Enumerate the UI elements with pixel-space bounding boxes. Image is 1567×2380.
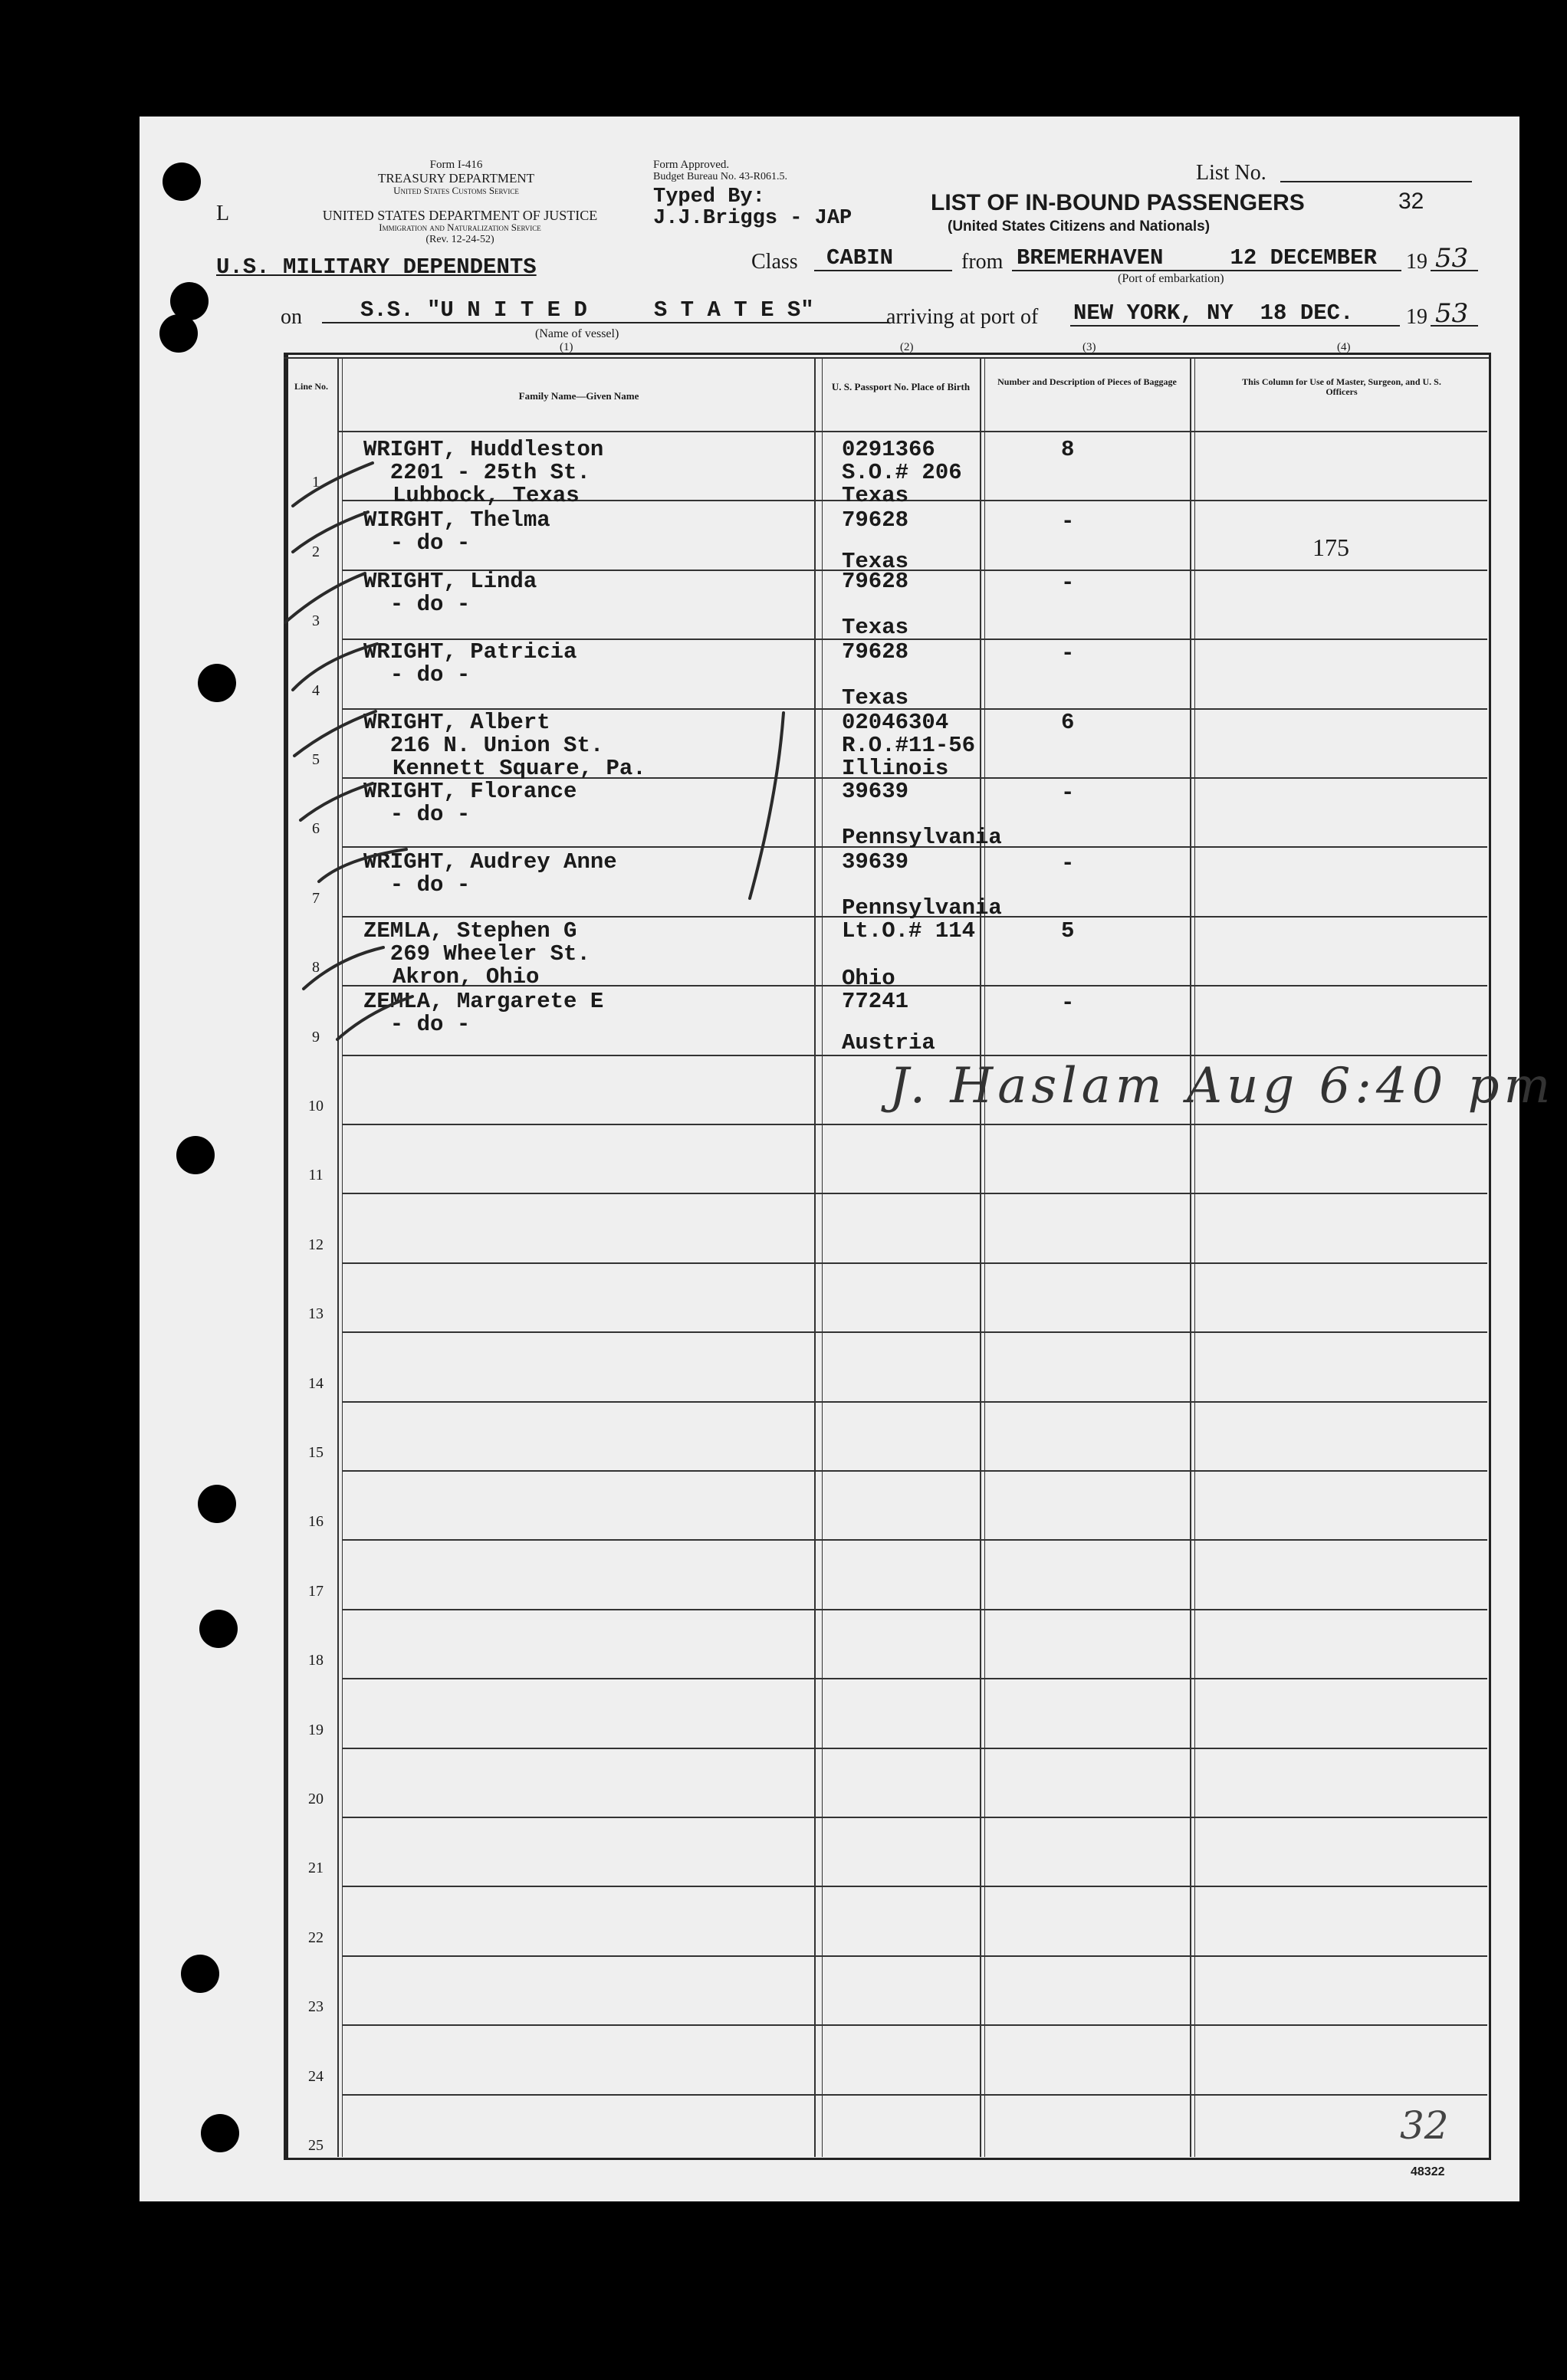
year-suffix: 53 — [1435, 243, 1469, 274]
baggage-count: 8 — [1061, 437, 1075, 462]
handwritten-signature: J. Haslam Aug 6:40 pm — [889, 1058, 1556, 1114]
year-prefix: 19 — [1406, 305, 1427, 329]
line-number: 15 — [308, 1444, 324, 1461]
line-number: 9 — [312, 1029, 320, 1046]
place-of-birth: Texas — [842, 549, 909, 574]
passport-number: 39639 — [842, 849, 909, 875]
form-title: LIST OF IN-BOUND PASSENGERS — [931, 190, 1305, 215]
passenger-name: WRIGHT, Linda — [363, 569, 537, 594]
check-mark — [304, 947, 383, 989]
passenger-name: WIRGHT, Thelma — [363, 507, 550, 533]
place-of-birth: Texas — [842, 615, 909, 640]
passport-number: 79628 — [842, 507, 909, 533]
year-prefix: 19 — [1406, 250, 1427, 274]
place-of-birth: Austria — [842, 1030, 935, 1055]
passport-number: 39639 — [842, 779, 909, 804]
passport-office: R.O.#11-56 — [842, 733, 976, 758]
vessel-name: S.S. "U N I T E D S T A T E S" — [360, 297, 814, 323]
place-of-birth: Texas — [842, 483, 909, 508]
baggage-count: 5 — [1061, 918, 1075, 944]
check-mark — [293, 463, 373, 506]
passenger-address: Lubbock, Texas — [393, 483, 580, 508]
year-suffix: 53 — [1435, 298, 1469, 329]
line-number: 22 — [308, 1929, 324, 1946]
line-number: 21 — [308, 1860, 324, 1876]
line-number: 12 — [308, 1236, 324, 1253]
place-of-birth: Pennsylvania — [842, 895, 1002, 921]
passenger-address: - do - — [363, 802, 471, 827]
passenger-name: ZEMLA, Margarete E — [363, 989, 604, 1014]
col-header-baggage: Number and Description of Pieces of Baggage — [997, 376, 1177, 387]
passenger-address: 2201 - 25th St. — [363, 460, 590, 485]
check-mark — [301, 783, 373, 820]
passport-office: S.O.# 206 — [842, 460, 962, 485]
check-mark — [293, 644, 377, 690]
passenger-name: WRIGHT, Albert — [363, 710, 550, 735]
passenger-address: - do - — [363, 530, 471, 556]
line-number: 17 — [308, 1583, 324, 1600]
from-label: from — [961, 250, 1004, 274]
approval-label: Form Approved. — [653, 159, 730, 171]
typed-by-value: J.J.Briggs - JAP — [653, 207, 852, 230]
baggage-count: - — [1061, 509, 1075, 534]
line-number: 13 — [308, 1305, 324, 1322]
line-number: 8 — [312, 959, 320, 976]
port-embark-caption: (Port of embarkation) — [1118, 272, 1224, 285]
place-of-birth: Texas — [842, 685, 909, 711]
check-mark — [285, 573, 365, 622]
passenger-address: - do - — [363, 662, 471, 688]
passport-number: 0291366 — [842, 437, 935, 462]
col-header-officers: This Column for Use of Master, Surgeon, and U. S. Officers — [1242, 376, 1441, 398]
line-number: 19 — [308, 1722, 324, 1738]
line-number: 2 — [312, 543, 320, 560]
passenger-address: - do - — [363, 592, 471, 617]
form-number: Form I-416 — [429, 159, 483, 171]
baggage-count: - — [1061, 851, 1075, 876]
customs-label: United States Customs Service — [393, 185, 519, 196]
passport-number: 79628 — [842, 569, 909, 594]
form-subtitle: (United States Citizens and Nationals) — [948, 218, 1211, 235]
col-header-passport: U. S. Passport No. Place of Birth — [831, 381, 971, 392]
baggage-count: 6 — [1061, 710, 1075, 735]
ins-label: Immigration and Naturalization Service — [379, 222, 541, 233]
check-mark — [293, 512, 368, 552]
line-number: 4 — [312, 682, 320, 699]
vessel-caption: (Name of vessel) — [535, 327, 619, 340]
baggage-count: - — [1061, 570, 1075, 596]
passenger-address: 216 N. Union St. — [363, 733, 604, 758]
check-mark — [319, 849, 406, 881]
line-number: 11 — [308, 1167, 324, 1183]
passport-number: Lt.O.# 114 — [842, 918, 976, 944]
place-of-birth: Pennsylvania — [842, 825, 1002, 850]
justice-label: UNITED STATES DEPARTMENT OF JUSTICE — [322, 208, 598, 223]
line-number: 6 — [312, 820, 320, 837]
line-number: 7 — [312, 890, 320, 907]
arriving-label: arriving at port of — [886, 305, 1039, 329]
baggage-count: - — [1061, 990, 1075, 1016]
passenger-address: 269 Wheeler St. — [363, 941, 590, 967]
on-label: on — [281, 305, 302, 329]
treasury-label: TREASURY DEPARTMENT — [377, 171, 535, 185]
corner-number: 32 — [1400, 2103, 1449, 2148]
line-number: 10 — [308, 1098, 324, 1114]
passport-number: 79628 — [842, 639, 909, 665]
list-no-label: List No. — [1196, 161, 1266, 185]
passport-number: 02046304 — [842, 710, 949, 735]
col-header-name: Family Name—Given Name — [518, 390, 639, 402]
line-number: 25 — [308, 2137, 324, 2154]
line-number: 14 — [308, 1375, 324, 1392]
passenger-name: WRIGHT, Audrey Anne — [363, 849, 617, 875]
class-value: CABIN — [826, 245, 894, 271]
baggage-count: - — [1061, 641, 1075, 666]
place-of-birth: Illinois — [842, 756, 949, 781]
passenger-name: WRIGHT, Florance — [363, 779, 577, 804]
class-label: Class — [751, 250, 798, 274]
baggage-count: - — [1061, 780, 1075, 806]
check-mark — [337, 996, 412, 1039]
place-of-birth: Ohio — [842, 966, 895, 991]
line-number: 3 — [312, 612, 320, 629]
col-no-3: (3) — [1082, 341, 1096, 353]
passport-number: 77241 — [842, 989, 909, 1014]
passenger-address: - do - — [363, 872, 471, 898]
passenger-address: - do - — [363, 1012, 471, 1037]
passenger-address: Kennett Square, Pa. — [393, 756, 646, 781]
group-label: U.S. MILITARY DEPENDENTS — [216, 254, 537, 280]
passenger-name: WRIGHT, Patricia — [363, 639, 577, 665]
passenger-name: ZEMLA, Stephen G — [363, 918, 577, 944]
typed-by-label: Typed By: — [653, 185, 765, 208]
col-no-4: (4) — [1337, 341, 1351, 353]
side-letter: L — [216, 202, 230, 225]
passenger-name: WRIGHT, Huddleston — [363, 437, 604, 462]
list-no-value: 32 — [1398, 189, 1424, 214]
passenger-address: Akron, Ohio — [393, 964, 540, 990]
vessel-col-no: (1) — [560, 341, 573, 353]
col-no-2: (2) — [900, 341, 914, 353]
col-header-line-no: Line No. — [294, 381, 328, 392]
line-number: 1 — [312, 474, 320, 491]
line-number: 23 — [308, 1998, 324, 2015]
from-value: BREMERHAVEN 12 DECEMBER — [1017, 245, 1377, 271]
officer-count: 175 — [1312, 533, 1349, 561]
check-mark — [294, 711, 376, 756]
line-number: 16 — [308, 1513, 324, 1530]
line-number: 18 — [308, 1652, 324, 1669]
arriving-value: NEW YORK, NY 18 DEC. — [1073, 300, 1354, 326]
line-number: 5 — [312, 751, 320, 768]
line-number: 20 — [308, 1791, 324, 1807]
line-number: 24 — [308, 2068, 324, 2085]
pen-stroke — [750, 713, 784, 898]
budget-label: Budget Bureau No. 43-R061.5. — [653, 171, 787, 182]
revision-label: (Rev. 12-24-52) — [425, 234, 494, 245]
footer-code: 48322 — [1411, 2165, 1445, 2178]
